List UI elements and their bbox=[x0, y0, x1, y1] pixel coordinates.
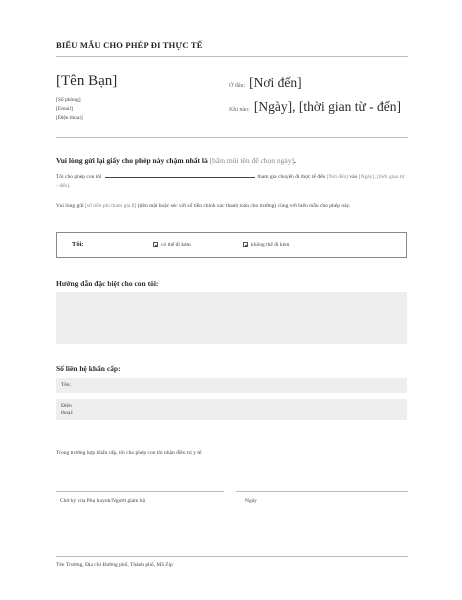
where-row bbox=[229, 74, 302, 92]
footer-divider bbox=[56, 556, 408, 557]
permission-start: Tôi cho phép con tôi bbox=[56, 174, 102, 180]
chaperone-box bbox=[56, 232, 407, 258]
paragraph-date-field[interactable]: [Ngày], [thời gian từ - đến] bbox=[56, 174, 405, 189]
medical-consent-text: Trong trường hợp khẩn cấp, tôi cho phép con tôi nhận điều trị y tế. bbox=[56, 450, 203, 456]
room-number-field[interactable]: [Số phòng] bbox=[56, 97, 81, 103]
permission-paragraph bbox=[56, 172, 406, 191]
date-time-field[interactable]: [Ngày], [thời gian từ - đến] bbox=[253, 99, 402, 114]
cannot-attend-label: không thể đi kèm bbox=[251, 242, 290, 248]
destination-field[interactable]: [Nơi đến] bbox=[249, 75, 302, 90]
chaperone-label: Tôi: bbox=[72, 241, 84, 248]
fee-amount-field[interactable]: [số tiền phí tham gia $] bbox=[85, 203, 137, 209]
paragraph-destination-field[interactable]: [Nơi đến] bbox=[326, 174, 349, 180]
permission-end: . bbox=[68, 183, 71, 189]
emergency-name-label: Tên: bbox=[61, 382, 72, 388]
emergency-contact-heading: Số liên hệ khẩn cấp: bbox=[56, 364, 121, 373]
return-notice bbox=[56, 156, 296, 165]
signature-date-label: Ngày bbox=[245, 498, 257, 504]
signature-date-line[interactable] bbox=[236, 491, 408, 492]
when-row bbox=[229, 98, 401, 116]
header-divider bbox=[56, 137, 408, 138]
where-label: Ở đâu: bbox=[229, 83, 246, 89]
special-instructions-field[interactable] bbox=[56, 292, 407, 344]
checkbox-icon[interactable] bbox=[153, 242, 158, 247]
special-instructions-heading: Hướng dẫn đặc biệt cho con tôi: bbox=[56, 279, 159, 288]
return-notice-text: Vui lòng gửi lại giấy cho phép này chậm nhất là bbox=[56, 156, 208, 165]
form-title: BIỂU MẪU CHO PHÉP ĐI THỰC TẾ bbox=[56, 40, 203, 50]
return-date-picker[interactable]: [bấm mũi tên để chọn ngày] bbox=[209, 156, 294, 165]
fee-paragraph bbox=[56, 202, 406, 211]
checkbox-icon[interactable] bbox=[243, 242, 248, 247]
fee-rest: (tiền mặt hoặc séc với số tiền chính xác thanh toán cho trường) cùng với biểu mẫu cho phép này. bbox=[137, 203, 351, 209]
can-attend-label: có thể đi kèm bbox=[161, 242, 191, 248]
fee-start: Vui lòng gửi bbox=[56, 203, 84, 209]
can-attend-option[interactable] bbox=[153, 242, 191, 248]
return-notice-end: . bbox=[294, 156, 296, 165]
email-field[interactable]: [Email] bbox=[56, 106, 73, 112]
cannot-attend-option[interactable] bbox=[243, 242, 289, 248]
when-label: Khi nào: bbox=[229, 107, 250, 113]
your-name-field[interactable]: [Tên Bạn] bbox=[56, 73, 118, 89]
school-address-footer[interactable]: Tên Trường, Địa chỉ Đường phố, Thành phố, Mã Zip bbox=[56, 562, 173, 568]
permission-middle: tham gia chuyến đi thực tế đến bbox=[257, 174, 326, 180]
parent-signature-label: Chữ ký của Phụ huynh/Người giám hộ bbox=[60, 498, 146, 504]
emergency-phone-label: Điện thoại: bbox=[61, 403, 74, 416]
emergency-name-field[interactable] bbox=[56, 378, 407, 393]
child-name-blank[interactable] bbox=[105, 172, 255, 178]
phone-field[interactable]: [Điện thoại] bbox=[56, 115, 83, 121]
permission-middle2: vào bbox=[349, 174, 358, 180]
emergency-phone-field[interactable] bbox=[56, 399, 407, 420]
title-divider bbox=[56, 56, 408, 57]
contact-block bbox=[56, 96, 83, 123]
parent-signature-line[interactable] bbox=[56, 491, 224, 492]
